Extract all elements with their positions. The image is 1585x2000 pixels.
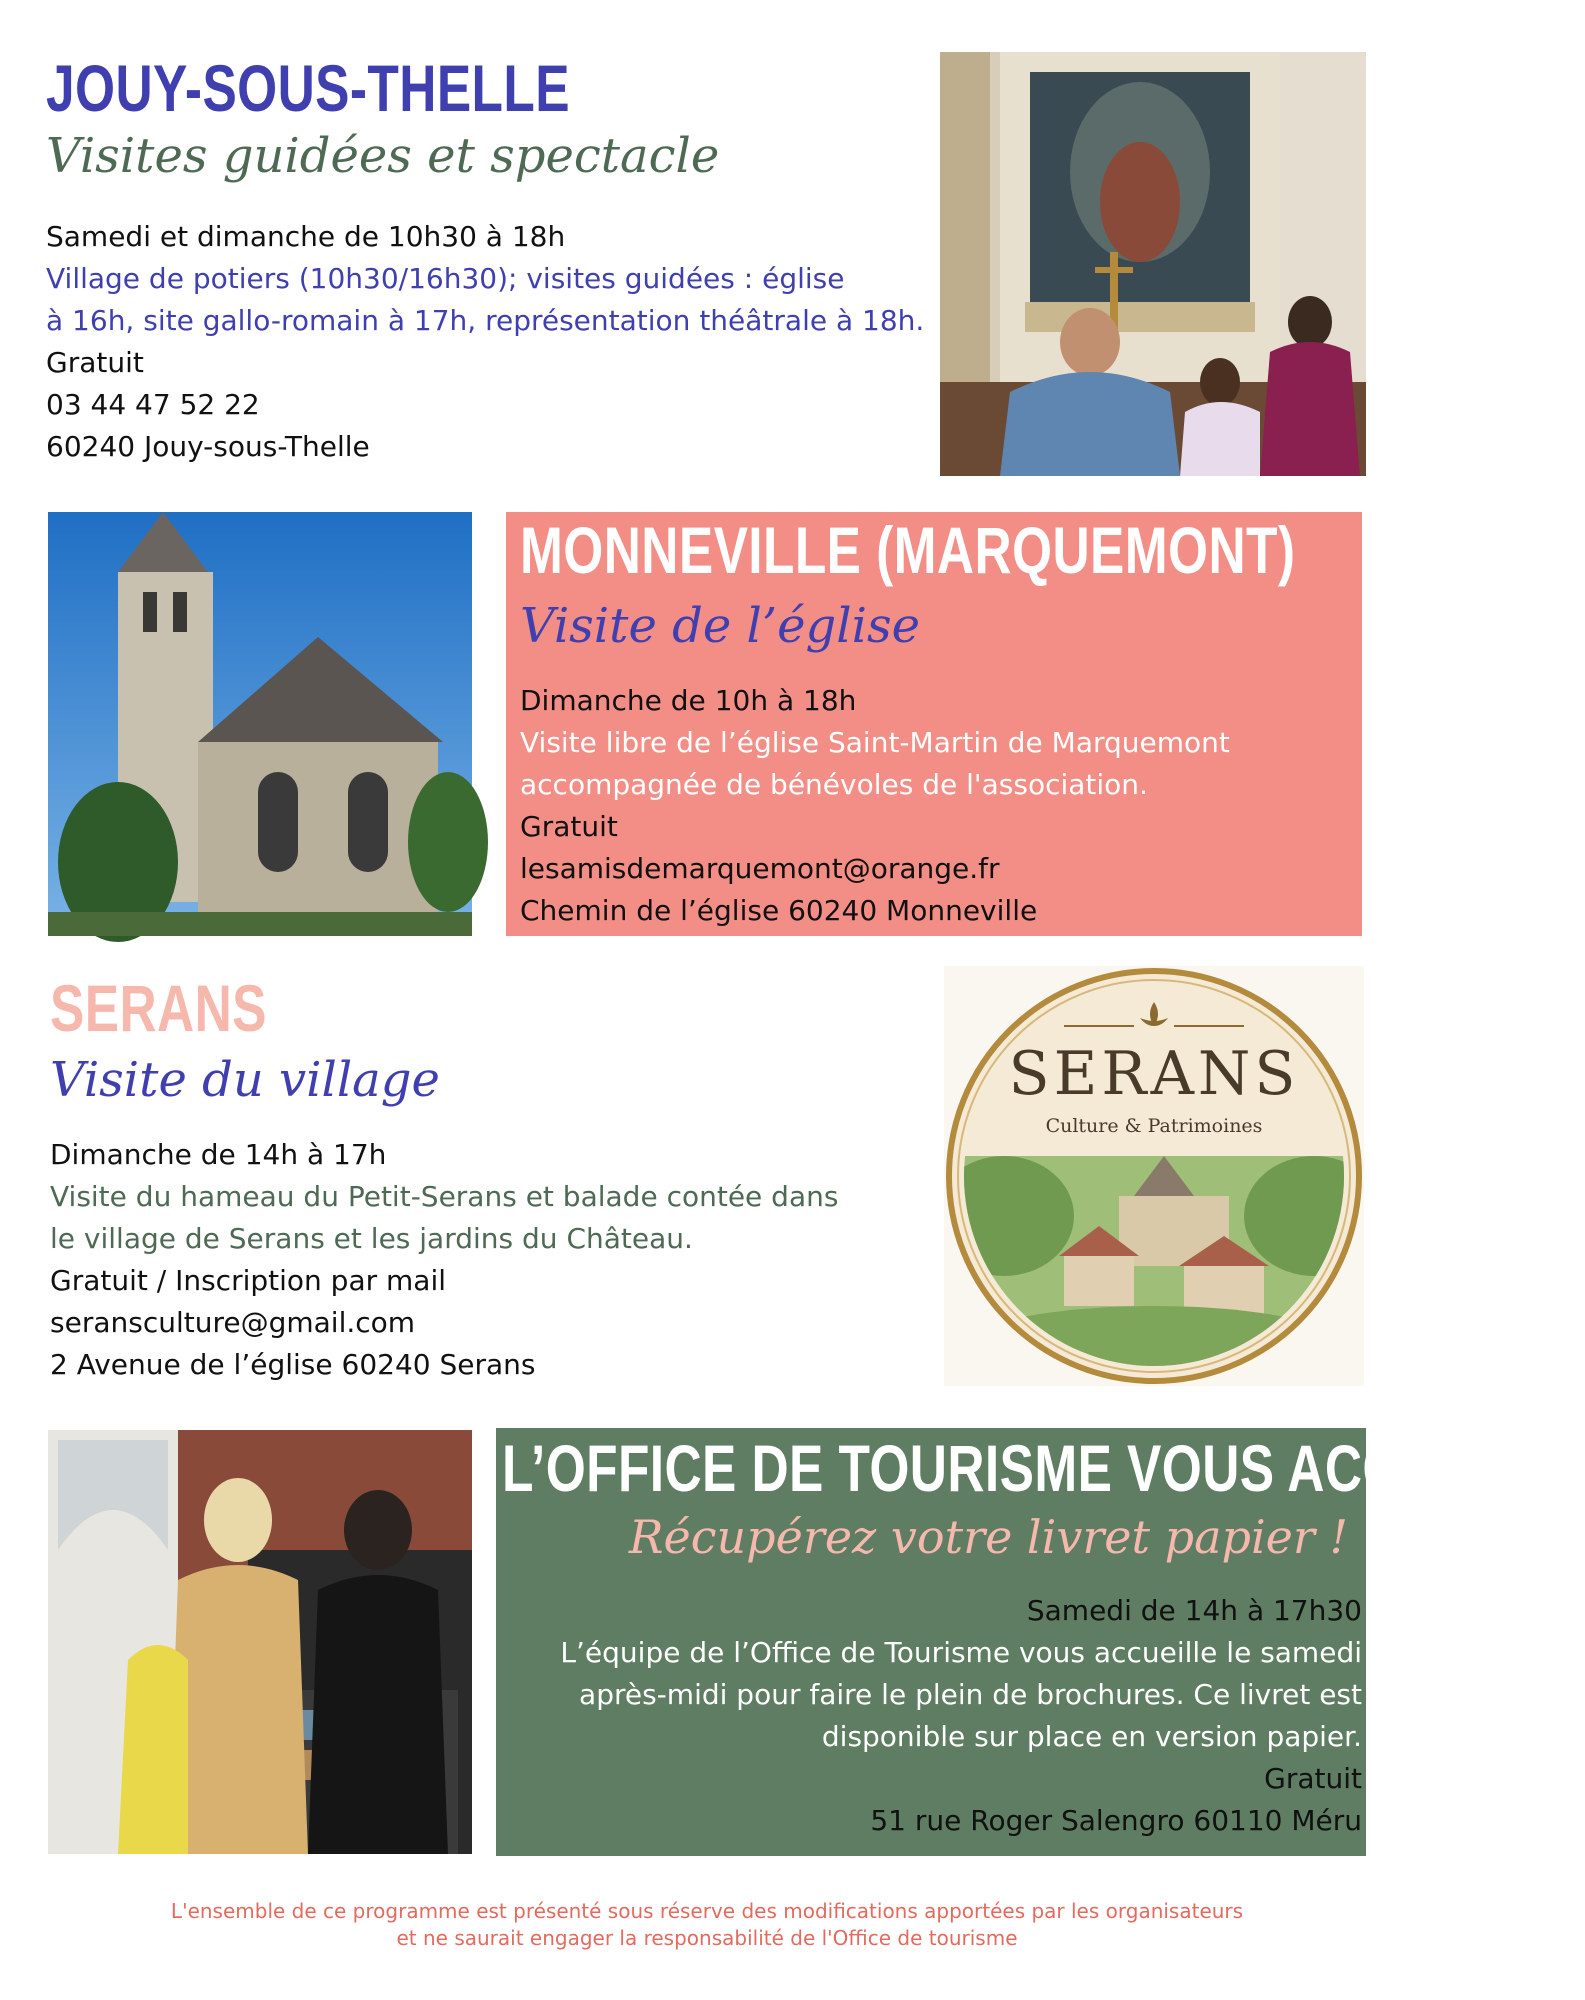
office-title: L’OFFICE DE TOURISME VOUS ACCUEILLE bbox=[502, 1431, 1585, 1505]
church-exterior-photo bbox=[48, 512, 472, 936]
disclaimer-line1: L'ensemble de ce programme est présenté sous réserve des modifications apportées par les organisateurs bbox=[170, 1899, 1244, 1923]
church-interior-photo bbox=[940, 52, 1366, 476]
monneville-address: Chemin de l’église 60240 Monneville bbox=[520, 894, 1038, 927]
disclaimer-line2: et ne saurait engager la responsabilité de l'Office de tourisme bbox=[396, 1926, 1018, 1950]
jouy-price: Gratuit bbox=[46, 346, 144, 379]
monneville-email[interactable]: lesamisdemarquemont@orange.fr bbox=[520, 852, 1000, 885]
jouy-desc-line1: Village de potiers (10h30/16h30); visites guidées : église bbox=[46, 262, 845, 295]
office-desc-line2: après-midi pour faire le plein de brochures. Ce livret est bbox=[579, 1678, 1362, 1711]
office-schedule: Samedi de 14h à 17h30 bbox=[1026, 1594, 1362, 1627]
jouy-subtitle: Visites guidées et spectacle bbox=[46, 128, 720, 184]
jouy-title: JOUY-SOUS-THELLE bbox=[46, 51, 570, 125]
tourist-office-photo bbox=[48, 1430, 472, 1854]
monneville-subtitle: Visite de l’église bbox=[520, 598, 920, 654]
jouy-schedule: Samedi et dimanche de 10h30 à 18h bbox=[46, 220, 566, 253]
serans-logo-name: SERANS bbox=[1008, 1039, 1300, 1109]
office-details bbox=[502, 1590, 1362, 1842]
monneville-price: Gratuit bbox=[520, 810, 618, 843]
serans-desc-line2: le village de Serans et les jardins du Château. bbox=[50, 1222, 693, 1255]
serans-title: SERANS bbox=[50, 971, 267, 1045]
office-desc-line1: L’équipe de l’Office de Tourisme vous accueille le samedi bbox=[560, 1636, 1362, 1669]
disclaimer-footer bbox=[0, 1898, 1414, 1952]
serans-address: 2 Avenue de l’église 60240 Serans bbox=[50, 1348, 536, 1381]
serans-email[interactable]: seransculture@gmail.com bbox=[50, 1306, 416, 1339]
serans-logo bbox=[944, 966, 1364, 1386]
monneville-details bbox=[520, 680, 1320, 932]
serans-desc-line1: Visite du hameau du Petit-Serans et balade contée dans bbox=[50, 1180, 839, 1213]
jouy-desc-line2: à 16h, site gallo-romain à 17h, représentation théâtrale à 18h. bbox=[46, 304, 925, 337]
monneville-schedule: Dimanche de 10h à 18h bbox=[520, 684, 857, 717]
serans-price: Gratuit / Inscription par mail bbox=[50, 1264, 447, 1297]
office-price: Gratuit bbox=[1264, 1762, 1362, 1795]
serans-subtitle: Visite du village bbox=[50, 1052, 440, 1108]
serans-logo-tagline: Culture & Patrimoines bbox=[1045, 1115, 1263, 1137]
monneville-desc-line1: Visite libre de l’église Saint-Martin de Marquemont bbox=[520, 726, 1230, 759]
monneville-title: MONNEVILLE (MARQUEMONT) bbox=[520, 513, 1296, 587]
jouy-phone[interactable]: 03 44 47 52 22 bbox=[46, 388, 260, 421]
jouy-address: 60240 Jouy-sous-Thelle bbox=[46, 430, 370, 463]
jouy-details bbox=[46, 216, 926, 468]
monneville-desc-line2: accompagnée de bénévoles de l'association. bbox=[520, 768, 1148, 801]
office-desc-line3: disponible sur place en version papier. bbox=[821, 1720, 1362, 1753]
serans-details bbox=[50, 1134, 930, 1386]
serans-schedule: Dimanche de 14h à 17h bbox=[50, 1138, 387, 1171]
office-address: 51 rue Roger Salengro 60110 Méru bbox=[870, 1804, 1362, 1837]
office-subtitle: Récupérez votre livret papier ! bbox=[628, 1510, 1348, 1564]
